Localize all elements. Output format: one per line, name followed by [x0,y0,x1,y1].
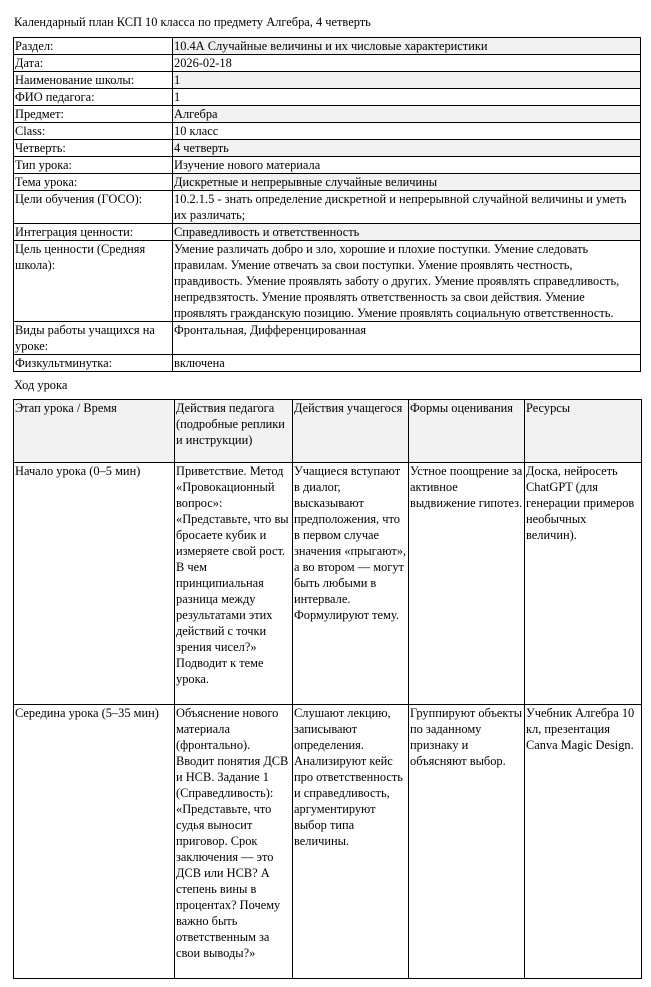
info-value: 10 класс [173,123,641,140]
info-value: 2026-02-18 [173,55,641,72]
assessment-cell: Группируют объекты по заданному признаку и объясняют выбор. [409,705,525,979]
stage-cell: Середина урока (5–35 мин) [14,705,175,979]
info-value: 10.4А Случайные величины и их числовые характеристики [173,38,641,55]
student-actions-cell: Учащиеся вступают в диалог, высказывают предположения, что в первом случае значения «прыгают», а во втором — могут быть любыми в интервале. Формулируют тему. [293,463,409,705]
resources-cell: Доска, нейросеть ChatGPT (для генерации примеров необычных величин). [525,463,642,705]
info-label: Тема урока: [14,174,173,191]
info-row [14,322,641,355]
info-row [14,174,641,191]
info-value: 10.2.1.5 - знать определение дискретной и непрерывной случайной величины и уметь их различать; [173,191,641,224]
stage-cell: Начало урока (0–5 мин) [14,463,175,705]
header-student-actions: Действия учащегося [293,400,409,463]
info-label: Цель ценности (Средняя школа): [14,241,173,322]
info-label: Дата: [14,55,173,72]
info-value: Алгебра [173,106,641,123]
resources-cell: Учебник Алгебра 10 кл, презентация Canva Magic Design. [525,705,642,979]
info-row [14,224,641,241]
plan-row-middle [14,705,642,979]
info-label: Наименование школы: [14,72,173,89]
info-row [14,38,641,55]
header-resources: Ресурсы [525,400,642,463]
info-label: Интеграция ценности: [14,224,173,241]
info-label: Четверть: [14,140,173,157]
header-assessment: Формы оценивания [409,400,525,463]
info-label: Тип урока: [14,157,173,174]
info-label: Предмет: [14,106,173,123]
info-label: Цели обучения (ГОСО): [14,191,173,224]
teacher-actions-cell: Приветствие. Метод «Провокационный вопрос»: «Представьте, что вы бросаете кубик и измеряете свой рост. В чем принципиальная разница между результатами этих действий с точки зрения чисел?» Подводит к теме урока. [175,463,293,705]
info-row [14,241,641,322]
info-label: Class: [14,123,173,140]
info-value: Дискретные и непрерывные случайные величины [173,174,641,191]
assessment-cell: Устное поощрение за активное выдвижение гипотез. [409,463,525,705]
info-row [14,157,641,174]
document-title: Календарный план КСП 10 класса по предмету Алгебра, 4 четверть [14,15,371,29]
info-row [14,106,641,123]
info-value: Умение различать добро и зло, хорошие и плохие поступки. Умение следовать правилам. Умение отвечать за свои поступки. Умение проявлять честность, правдивость. Умение проявлять заботу о других. Умение проявлять справедливость, непредвзятость. Умение проявлять ответственность за свои действия. Умение проявлять гражданскую позицию. Умение проявлять социальную ответственность. [173,241,641,322]
info-label: Раздел: [14,38,173,55]
info-value: 1 [173,72,641,89]
info-row [14,140,641,157]
info-value: 1 [173,89,641,106]
info-row [14,89,641,106]
info-value: Справедливость и ответственность [173,224,641,241]
lesson-plan-table [13,399,642,979]
header-teacher-actions: Действия педагога (подробные реплики и инструкции) [175,400,293,463]
teacher-actions-cell: Объяснение нового материала (фронтально). Вводит понятия ДСВ и НСВ. Задание 1 (Справедливость): «Представьте, что судья выносит приговор. Срок заключения — это ДСВ или НСВ? А степень вины в процентах? Почему важно быть ответственным за свои выводы?» [175,705,293,979]
info-row [14,191,641,224]
info-label: ФИО педагога: [14,89,173,106]
info-value: 4 четверть [173,140,641,157]
info-row [14,123,641,140]
info-row [14,55,641,72]
info-label: Виды работы учащихся на уроке: [14,322,173,355]
info-value: Фронтальная, Дифференцированная [173,322,641,355]
lesson-info-table [13,37,641,372]
info-value: Изучение нового материала [173,157,641,174]
info-row [14,72,641,89]
info-row [14,355,641,372]
info-value: включена [173,355,641,372]
header-stage: Этап урока / Время [14,400,175,463]
plan-header-row [14,400,642,463]
student-actions-cell: Слушают лекцию, записывают определения. Анализируют кейс про ответственность и справедливость, аргументируют выбор типа величины. [293,705,409,979]
lesson-flow-heading: Ход урока [14,378,68,392]
info-label: Физкультминутка: [14,355,173,372]
plan-row-beginning [14,463,642,705]
